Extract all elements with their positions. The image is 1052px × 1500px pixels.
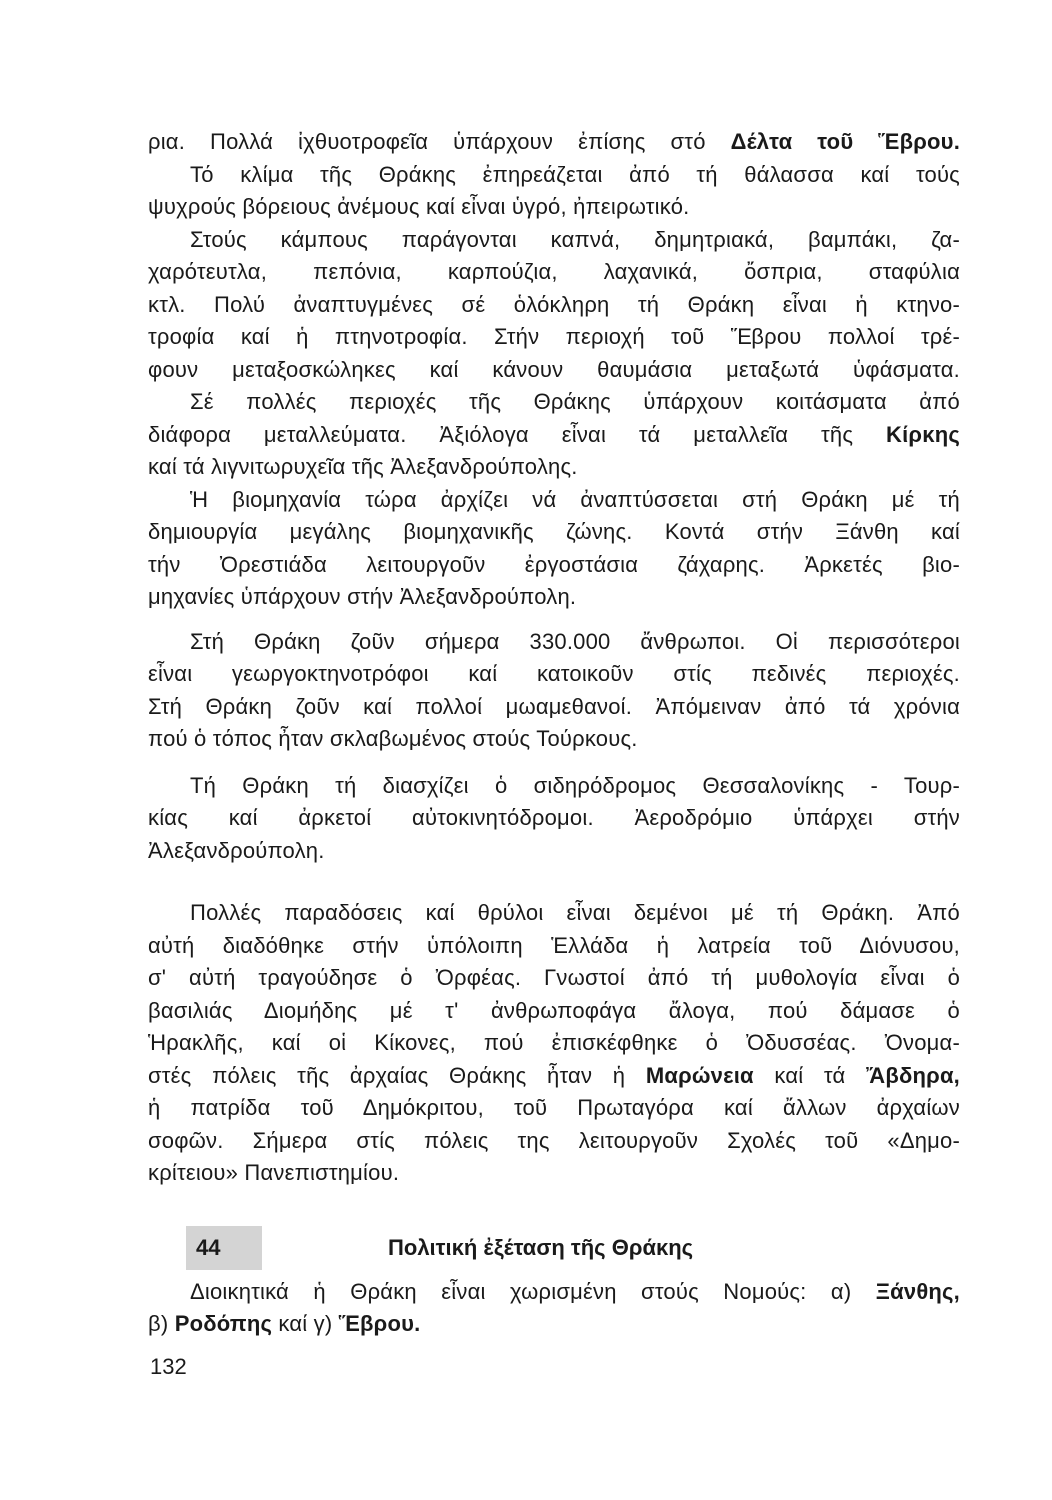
text-line: κρίτειου» Πανεπιστημίου.: [148, 1160, 400, 1185]
section-title: Πολιτική ἐξέταση τῆς Θράκης: [388, 1234, 694, 1260]
paragraph: [148, 770, 960, 868]
paragraph: [148, 159, 960, 387]
page-body: [148, 126, 960, 1341]
text-line: Σέ πολλές περιοχές τῆς Θράκης ὑπάρχουν κοιτάσματα ἀπό: [190, 389, 960, 414]
section-header: [148, 1226, 960, 1272]
text-line: κτλ. Πολύ ἀναπτυγμένες σέ ὁλόκληρη τή Θράκη εἶναι ἡ κτηνο-: [148, 291, 960, 317]
paragraph: [148, 126, 960, 159]
text-line: Τή Θράκη τή διασχίζει ὁ σιδηρόδρομος Θεσσαλονίκης - Τουρ-: [190, 772, 960, 798]
text-line: Ἡ βιομηχανία τώρα ἀρχίζει νά ἀναπτύσσεται στή Θράκη μέ τή: [190, 486, 960, 512]
text-line: ρια. Πολλά ἰχθυοτροφεῖα ὑπάρχουν ἐπίσης στό Δέλτα τοῦ Ἕβρου.: [148, 129, 961, 154]
text-line: μηχανίες ὑπάρχουν στήν Ἀλεξανδρούπολη.: [148, 584, 577, 609]
paragraph: [148, 626, 960, 756]
paragraph: [148, 1276, 960, 1341]
text-line: καί τά λιγνιτωρυχεῖα τῆς Ἀλεξανδρούπολης.: [148, 454, 578, 479]
text-line: κίας καί ἀρκετοί αὐτοκινητόδρομοι. Ἀεροδρόμιο ὑπάρχει στήν: [148, 805, 960, 830]
text-line: β) Ροδόπης καί γ) Ἕβρου.: [148, 1311, 421, 1336]
page-number: 132: [150, 1354, 187, 1379]
paragraph: [148, 386, 960, 484]
text-line: διάφορα μεταλλεύματα. Ἀξιόλογα εἶναι τά μεταλλεῖα τῆς Κίρκης: [148, 421, 960, 447]
text-line: Ἡρακλῆς, καί οἱ Κίκονες, πού ἐπισκέφθηκε ὁ Ὀδυσσέας. Ὀνομα-: [148, 1030, 960, 1055]
text-line: Στούς κάμπους παράγονται καπνά, δημητριακά, βαμπάκι, ζα-: [190, 226, 960, 252]
section-number: 44: [186, 1226, 262, 1270]
text-line: βασιλιάς Διομήδης μέ τ' ἀνθρωποφάγα ἄλογα, πού δάμασε ὁ: [148, 997, 960, 1023]
paragraph: [148, 484, 960, 614]
text-line: σ' αὐτή τραγούδησε ὁ Ὀρφέας. Γνωστοί ἀπό τή μυθολογία εἶναι ὁ: [148, 965, 960, 990]
text-line: πού ὁ τόπος ἦταν σκλαβωμένος στούς Τούρκους.: [148, 726, 638, 751]
text-line: στές πόλεις τῆς ἀρχαίας Θράκης ἦταν ἡ Μαρώνεια καί τά Ἄβδηρα,: [148, 1062, 960, 1088]
text-line: Στή Θράκη ζοῦν καί πολλοί μωαμεθανοί. Ἀπόμειναν ἀπό τά χρόνια: [148, 693, 960, 719]
text-line: ψυχρούς βόρειους ἀνέμους καί εἶναι ὑγρό, ἠπειρωτικό.: [148, 194, 690, 219]
text-line: Στή Θράκη ζοῦν σήμερα 330.000 ἄνθρωποι. Οἱ περισσότεροι: [190, 628, 960, 654]
text-line: δημιουργία μεγάλης βιομηχανικῆς ζώνης. Κοντά στήν Ξάνθη καί: [148, 519, 960, 544]
text-line: σοφῶν. Σήμερα στίς πόλεις της λειτουργοῦν Σχολές τοῦ «Δημο-: [148, 1127, 960, 1153]
text-line: ἡ πατρίδα τοῦ Δημόκριτου, τοῦ Πρωταγόρα καί ἄλλων ἀρχαίων: [148, 1095, 960, 1120]
text-line: τήν Ὀρεστιάδα λειτουργοῦν ἐργοστάσια ζάχαρης. Ἀρκετές βιο-: [148, 551, 960, 577]
text-line: Ἀλεξανδρούπολη.: [148, 837, 325, 863]
paragraph: [148, 897, 960, 1190]
text-line: Τό κλίμα τῆς Θράκης ἐπηρεάζεται ἀπό τή θάλασσα καί τούς: [190, 161, 960, 187]
text-line: Διοικητικά ἡ Θράκη εἶναι χωρισμένη στούς Νομούς: α) Ξάνθης,: [190, 1278, 960, 1304]
text-line: χαρότευτλα, πεπόνια, καρπούζια, λαχανικά, ὄσπρια, σταφύλια: [148, 259, 960, 284]
text-line: Πολλές παραδόσεις καί θρύλοι εἶναι δεμένοι μέ τή Θράκη. Ἀπό: [190, 900, 960, 925]
text-line: αὐτή διαδόθηκε στήν ὑπόλοιπη Ἑλλάδα ἡ λατρεία τοῦ Διόνυσου,: [148, 932, 960, 958]
text-line: φουν μεταξοσκώληκες καί κάνουν θαυμάσια μεταξωτά ὑφάσματα.: [148, 356, 960, 382]
text-line: τροφία καί ἡ πτηνοτροφία. Στήν περιοχή τοῦ Ἕβρου πολλοί τρέ-: [148, 324, 960, 349]
text-line: εἶναι γεωργοκτηνοτρόφοι καί κατοικοῦν στίς πεδινές περιοχές.: [148, 661, 960, 686]
